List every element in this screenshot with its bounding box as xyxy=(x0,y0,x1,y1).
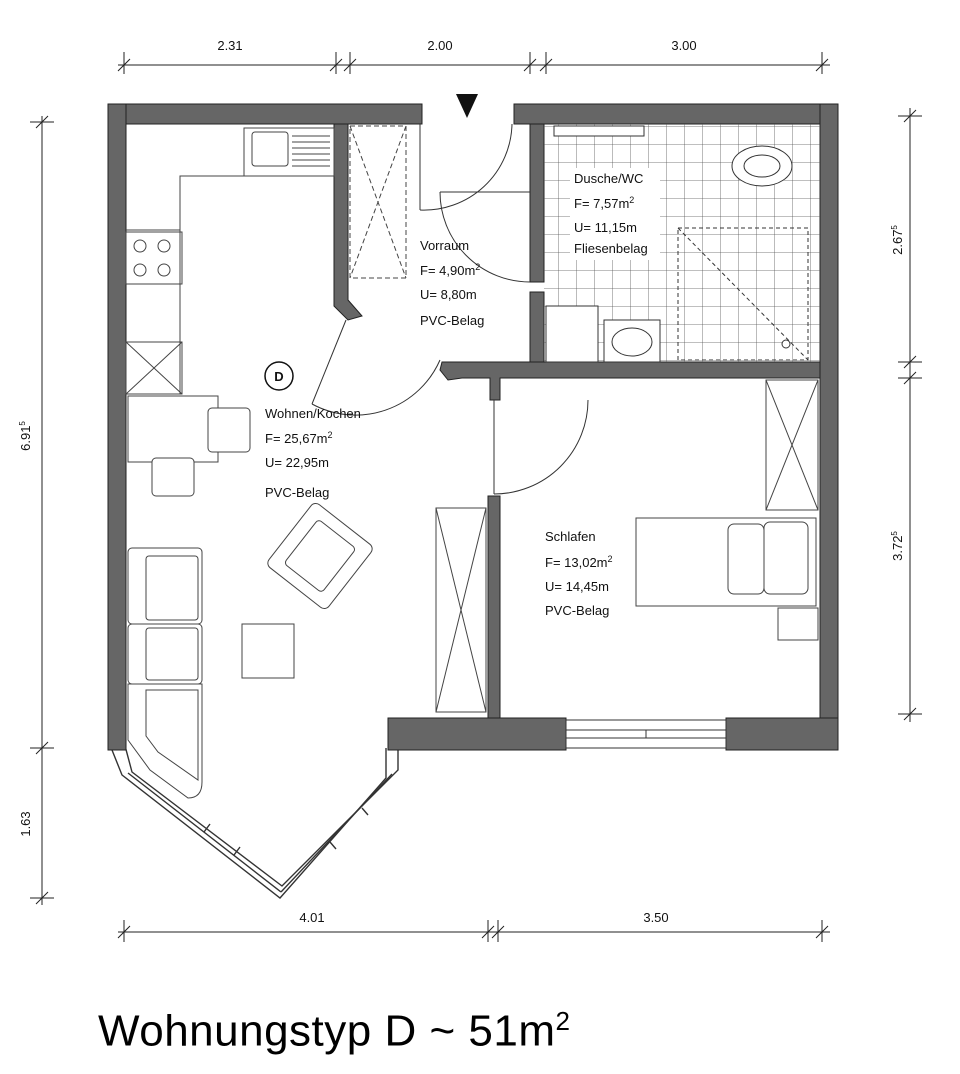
room-hall-name: Vorraum xyxy=(420,238,470,253)
room-hall-floor: PVC-Belag xyxy=(420,313,485,328)
coffee-table xyxy=(242,624,294,678)
dim-left-bay: 1.63 xyxy=(18,811,33,837)
dim-right-lower: 3.72 xyxy=(890,535,905,561)
plan-marker-label: D xyxy=(274,369,284,384)
room-hall-area-sup: 2 xyxy=(475,262,481,272)
plan-caption xyxy=(98,1006,570,1057)
svg-text:3.725 xyxy=(890,531,905,561)
room-bedroom-perimeter: U= 14,45m xyxy=(545,579,609,594)
room-bath-area: F= 7,57m xyxy=(574,196,630,211)
room-living-name: Wohnen/Kochen xyxy=(265,406,361,421)
dim-right-lower-sup: 5 xyxy=(890,531,899,536)
plan-caption-text: Wohnungstyp D ~ 51m xyxy=(98,1006,556,1056)
dim-top-3: 3.00 xyxy=(671,38,697,53)
room-bath-name: Dusche/WC xyxy=(574,171,644,186)
room-hall-area: F= 4,90m xyxy=(420,263,476,278)
room-living-area-sup: 2 xyxy=(327,430,333,440)
dim-top-1: 2.31 xyxy=(217,38,243,53)
room-living-floor: PVC-Belag xyxy=(265,485,330,500)
room-bedroom-floor: PVC-Belag xyxy=(545,603,610,618)
dim-top-2: 2.00 xyxy=(427,38,453,53)
dim-right-upper: 2.67 xyxy=(890,229,905,255)
room-living-area: F= 25,67m xyxy=(265,431,328,446)
hall-wardrobe xyxy=(350,126,406,278)
room-bedroom-area-sup: 2 xyxy=(607,554,613,564)
svg-text:2.675 xyxy=(890,225,905,255)
bedroom-window xyxy=(566,720,726,748)
svg-text:F= 4,90m2 xyxy=(420,262,480,278)
dim-left-main: 6.91 xyxy=(18,425,33,451)
dim-right-upper-sup: 5 xyxy=(890,225,899,230)
room-bath-floor: Fliesenbelag xyxy=(574,241,648,256)
room-hall-perimeter: U= 8,80m xyxy=(420,287,477,302)
room-hall xyxy=(420,238,484,328)
svg-text:F= 13,02m2 xyxy=(545,554,613,570)
room-bedroom xyxy=(545,529,613,618)
dim-left-main-sup: 5 xyxy=(18,421,27,426)
armchair xyxy=(265,501,374,611)
kitchen-counter xyxy=(126,128,334,394)
room-bath-perimeter: U= 11,15m xyxy=(574,220,637,235)
plan-caption-sup: 2 xyxy=(555,1006,571,1036)
entrance-arrow-icon xyxy=(456,94,478,118)
room-bedroom-area: F= 13,02m xyxy=(545,555,608,570)
svg-text:F= 25,67m2 xyxy=(265,430,333,446)
dim-bottom-2: 3.50 xyxy=(643,910,669,925)
sofa xyxy=(128,548,202,798)
dining-set xyxy=(128,396,250,496)
room-living-perimeter: U= 22,95m xyxy=(265,455,329,470)
room-bath xyxy=(570,168,660,260)
svg-text:6.915 xyxy=(18,421,33,451)
room-bath-area-sup: 2 xyxy=(629,195,635,205)
dim-bottom-1: 4.01 xyxy=(299,910,325,925)
svg-text:F= 7,57m2 xyxy=(574,195,634,211)
room-bedroom-name: Schlafen xyxy=(545,529,596,544)
room-living xyxy=(265,406,361,500)
